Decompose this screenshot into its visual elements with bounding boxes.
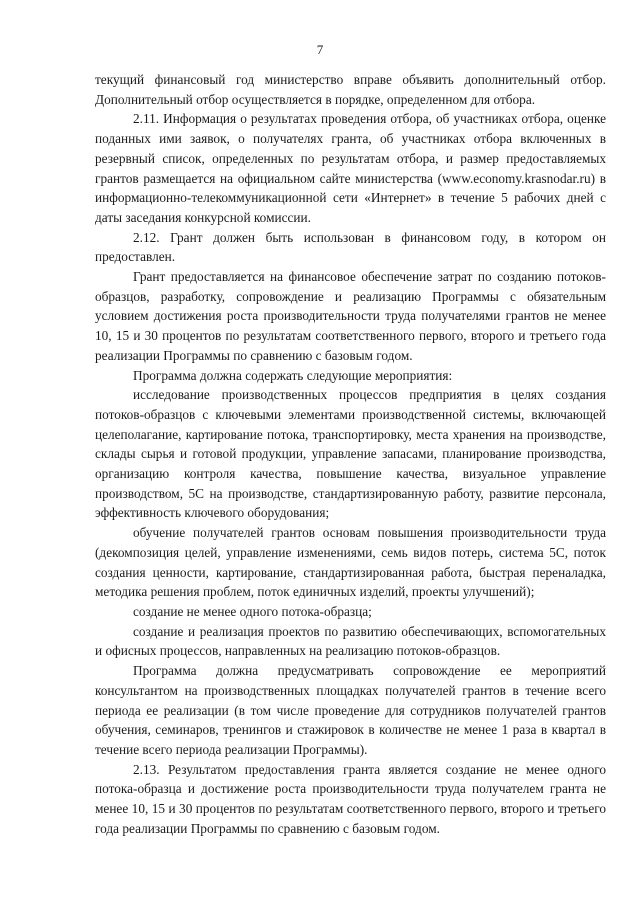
document-body: [95, 70, 606, 838]
page-number: 7: [316, 42, 324, 57]
paragraph: текущий финансовый год министерство вправе объявить дополнительный отбор. Дополнительный отбор осуществляется в порядке, определенном для отбора.: [95, 72, 606, 107]
paragraph: 2.12. Грант должен быть использован в финансовом году, в котором он предоставлен.: [95, 229, 606, 265]
paragraph: исследование производственных процессов предприятия в целях создания потоков-образцов с ключевыми элементами производственной системы, включающей целеполагание, картирование потока, транспортировку, места хранения на производстве, склады сырья и готовой продукции, управление запасами, планирование производства, организацию контроля качества, повышение качества, визуальное управление производством, 5С на производстве, стандартизированную работу, развитие персонала, эффективность ключевого оборудования;: [95, 387, 606, 521]
paragraph: 2.13. Результатом предоставления гранта является создание не менее одного потока-образца и достижение роста производительности труда получателем гранта не менее 10, 15 и 30 процентов по результатам соответственного первого, второго и третьего года реализации Программы по сравнению с базовым годом.: [95, 761, 606, 836]
paragraph: обучение получателей грантов основам повышения производительности труда (декомпозиция целей, управление изменениями, семь видов потерь, система 5С, поток создания ценности, картирование, стандартизированная работа, быстрая переналадка, методика решения проблем, поток единичных изделий, проекты улучшений);: [95, 525, 606, 600]
paragraph: 2.11. Информация о результатах проведения отбора, об участниках отбора, оценке поданных ими заявок, о получателях гранта, об участниках отбора включенных в резервный список, определенных по результатам отбора, и размер предоставляемых грантов размещается на официальном сайте министерства (www.economy.krasnodar.ru) в информационно-телекоммуникационной сети «Интернет» в течение 5 рабочих дней с даты заседания конкурсной комиссии.: [95, 111, 606, 225]
paragraph: создание и реализация проектов по развитию обеспечивающих, вспомогательных и офисных процессов, направленных на реализацию потоков-образцов.: [95, 623, 606, 659]
paragraph: Программа должна содержать следующие мероприятия:: [133, 367, 453, 383]
paragraph: Грант предоставляется на финансовое обеспечение затрат по созданию потоков-образцов, разработку, сопровождение и реализацию Программы с обязательным условием достижения роста производительности труда получателями грантов не менее 10, 15 и 30 процентов по результатам соответственного первого, второго и третьего года реализации Программы по сравнению с базовым годом.: [95, 269, 606, 363]
paragraph: создание не менее одного потока-образца;: [133, 603, 372, 619]
paragraph: Программа должна предусматривать сопровождение ее мероприятий консультантом на производственных площадках получателей грантов в течение всего периода ее реализации (в том числе проведение для сотрудников получателей грантов обучения, семинаров, тренингов и стажировок в количестве не менее 1 раза в квартал в течение всего периода реализации Программы).: [95, 663, 606, 757]
